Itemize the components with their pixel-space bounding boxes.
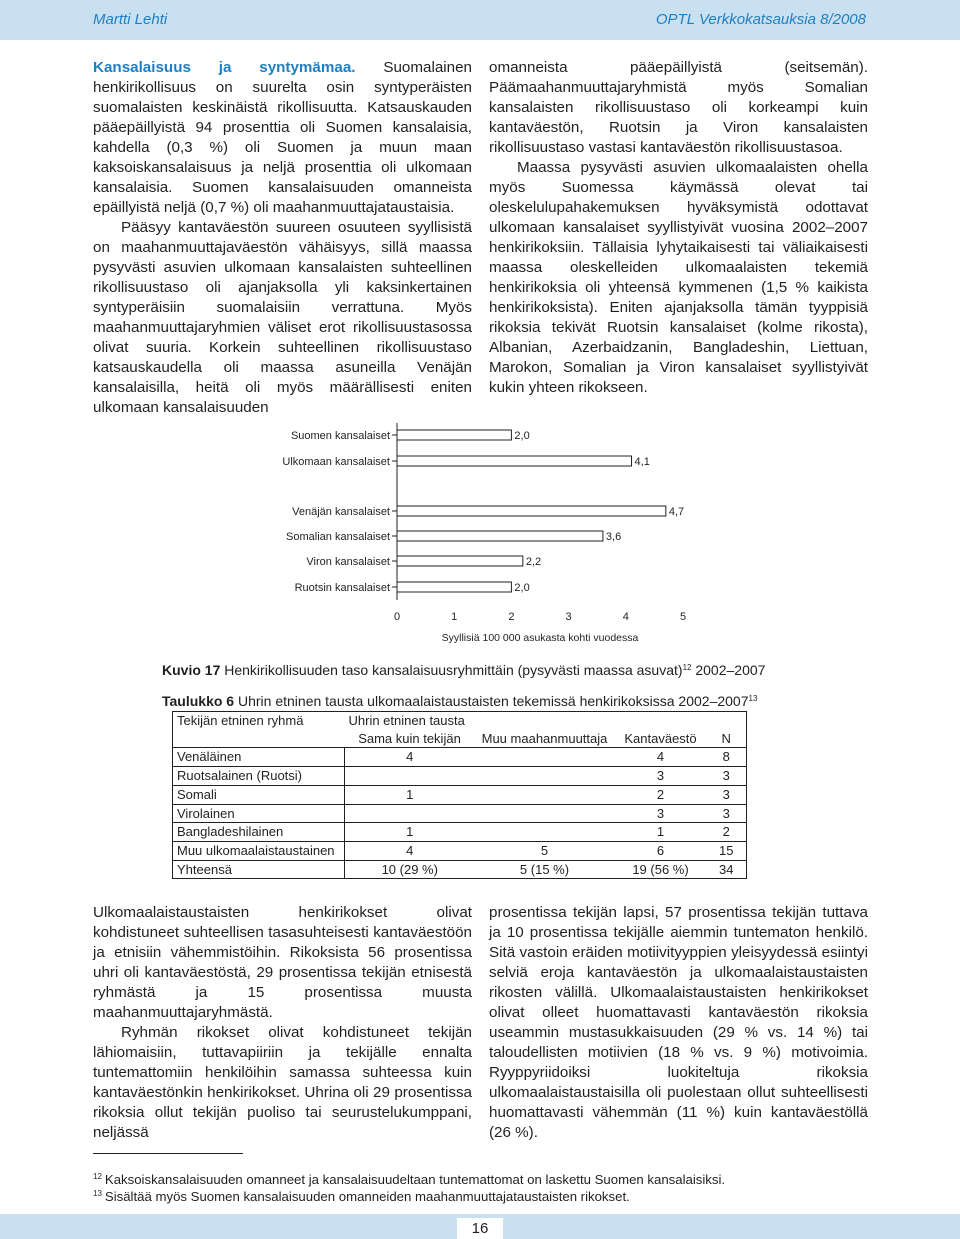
category-label: Venäjän kansalaiset [292, 506, 390, 518]
table-row [173, 804, 747, 823]
header-author: Martti Lehti [93, 11, 168, 28]
figure-caption-text: Henkirikollisuuden taso kansalaisuusryhmittäin (pysyvästi maassa asuvat) [224, 662, 683, 678]
paragraph [93, 58, 472, 218]
table-row-label: Muu ulkomaalaistaustainen [173, 841, 345, 860]
table-cell: 2 [707, 823, 747, 842]
category-label: Viron kansalaiset [306, 556, 390, 568]
body-column-right-top [489, 58, 868, 398]
bar [397, 506, 666, 516]
header-series: OPTL Verkkokatsauksia 8/2008 [655, 11, 866, 28]
category-label: Somalian kansalaiset [286, 531, 390, 543]
paragraph-text: Suomalainen henkirikollisuus on suurelta osin syntyperäisten suomalaisten keskinäistä rikollisuutta. Katsauskauden pääepäillyistä 94 prosenttia oli Suomen kansalaisia, kahdella (0,3 %) oli Suomen ja muun maan kaksoiskansalaisuus ja neljä prosenttia oli ulkomaan kansalaisia. Suomen kansalaisuuden omanneista epäillyistä neljä (0,7 %) oli maahanmuuttajataustaisia. [93, 59, 472, 216]
data-label: 4,7 [668, 506, 685, 518]
footnote [93, 1188, 630, 1205]
table-header-row [173, 730, 747, 748]
table-cell: 34 [707, 860, 747, 879]
table-cell [475, 823, 615, 842]
table-row-label: Yhteensä [173, 860, 345, 879]
data-label: 2,0 [514, 430, 530, 442]
table-cell: 8 [707, 748, 747, 767]
category-label: Suomen kansalaiset [290, 430, 390, 442]
paragraph: Ryhmän rikokset olivat kohdistuneet tekijän lähiomaisiin, tuttavapiiriin ja tekijälle ennalta tuntemattomiin henkilöihin samassa suhteessa kuin kantaväestönkin henkirikokset. Uhrina oli 29 prosentissa rikoksia ollut tekijän puoliso tai seurustelukumppani, neljässä [93, 1024, 472, 1141]
table-header-cell: Muu maahanmuuttaja [475, 730, 615, 748]
table-cell: 4 [615, 748, 707, 767]
table-cell: 3 [707, 804, 747, 823]
figure-caption-tail: 2002–2007 [691, 662, 766, 678]
table-row [173, 841, 747, 860]
table-total-row [173, 860, 747, 879]
table-cell: 4 [345, 841, 475, 860]
bar [397, 582, 511, 592]
table-header-cell [173, 730, 345, 748]
table-cell: 1 [345, 823, 475, 842]
table-row-label: Bangladeshilainen [173, 823, 345, 842]
table-header-row [173, 712, 747, 730]
table-cell: 5 [475, 841, 615, 860]
category-label: Ruotsin kansalaiset [294, 582, 390, 594]
table-cell: 5 (15 %) [475, 860, 615, 879]
table-cell: 10 (29 %) [345, 860, 475, 879]
footnote-text: Kaksoiskansalaisuuden omanneet ja kansalaisuudeltaan tuntemattomat on laskettu Suomen kansalaisiksi. [104, 1172, 726, 1187]
tick-label: 0 [393, 611, 401, 623]
table-cell [475, 785, 615, 804]
table-caption-text: Uhrin etninen tausta ulkomaalaistaustaisten tekemissä henkirikoksissa 2002–2007 [237, 693, 749, 709]
x-axis-label: Syyllisiä 100 000 asukasta kohti vuodessa [441, 632, 639, 644]
body-column-right-bottom [489, 903, 868, 1143]
table-cell: 15 [707, 841, 747, 860]
table-header-cell: Sama kuin tekijän [345, 730, 475, 748]
table-cell: 6 [615, 841, 707, 860]
crime-rate-bar-chart [0, 415, 960, 650]
figure-caption-label: Kuvio 17 [162, 662, 221, 678]
bar [397, 430, 511, 440]
body-column-left-bottom [93, 903, 472, 1143]
tick-label: 5 [679, 611, 687, 623]
footnote-number: 13 [93, 1189, 102, 1198]
table-cell: 19 (56 %) [615, 860, 707, 879]
footnote-ref: 12 [682, 663, 692, 672]
table-cell [345, 804, 475, 823]
table-cell: 3 [707, 785, 747, 804]
body-column-left-top [93, 58, 472, 418]
data-label: 3,6 [605, 531, 622, 543]
table-cell [475, 804, 615, 823]
footnote [93, 1171, 725, 1188]
paragraph: omanneista pääepäillyistä (seitsemän). Päämaahanmuuttajaryhmistä myös Somalian kansalaisten rikollisuustaso oli korkeampi kuin kantaväestön, Ruotsin ja Viron kansalaisten rikollisuustaso vastasi kantaväestön rikollisuustasoa. [489, 59, 868, 156]
running-header [0, 0, 960, 40]
paragraph: prosentissa tekijän lapsi, 57 prosentissa tekijän tuttava ja 10 prosentissa tekijälle aiemmin tuntematon henkilö. Sitä vastoin eräiden motiivityyppien yleisyydessä esiintyi selviä eroja kantaväestön ja ulkomaalaistaustaisten rikosten välillä. Ulkomaalaistaustaisten henkirikokset olivat olleet huomattavasti kantaväestön rikoksia useammin mustasukkaisuuden (29 % vs. 14 %) tai taloudellisten motiivien (18 % vs. 9 %) motivoimia. Ryyppyriidoiksi luokiteltuja rikoksia ulkomaalaistaustaisilla oli puolestaan ollut suhteellisesti huomattavasti vähemmän (11 %) kuin kantaväestöllä (26 %). [489, 904, 868, 1141]
data-label: 4,1 [634, 456, 650, 468]
footnote-ref: 13 [748, 694, 758, 703]
table-row [173, 767, 747, 786]
tick-label: 1 [451, 611, 458, 623]
data-label: 2,0 [514, 582, 530, 594]
table-header-cell: N [707, 730, 747, 748]
table-header-cell: Tekijän etninen ryhmä [173, 712, 345, 730]
tick-label: 4 [622, 611, 629, 623]
bar [397, 531, 603, 541]
table-cell [475, 767, 615, 786]
bar [397, 556, 523, 566]
table-row-label: Ruotsalainen (Ruotsi) [173, 767, 345, 786]
table-cell [345, 767, 475, 786]
table-cell: 3 [615, 767, 707, 786]
table-row [173, 748, 747, 767]
table-cell [475, 748, 615, 767]
data-label: 2,2 [525, 556, 542, 568]
footnote-text: Sisältää myös Suomen kansalaisuuden omanneiden maahanmuuttajataustaisten rikokset. [104, 1189, 630, 1204]
table-cell: 1 [345, 785, 475, 804]
table-cell: 3 [615, 804, 707, 823]
table-caption-label: Taulukko 6 [162, 693, 235, 709]
table-cell: 1 [615, 823, 707, 842]
paragraph: Pääsyy kantaväestön suureen osuuteen syyllisistä on maahanmuuttajaväestön vähäisyys, sillä maassa pysyvästi asuvien ulkomaan kansalaisten suhteellinen rikollisuustaso oli ajanjaksolla yli kaksinkertainen syntyperäisiin suomalaisiin verrattuna. Myös maahanmuuttajaryhmien väliset erot rikollisuustasossa olivat suuria. Korkein suhteellinen rikollisuustaso katsauskaudella oli maassa asuneilla Venäjän kansalaisilla, heitä oli myös määrällisesti eniten ulkomaan kansalaisuuden [93, 219, 472, 416]
table-caption [162, 692, 757, 710]
table-cell: 3 [707, 767, 747, 786]
figure-caption [162, 661, 765, 679]
tick-label: 3 [565, 611, 572, 623]
paragraph: Ulkomaalaistaustaisten henkirikokset olivat kohdistuneet suhteellisen tasasuhteisesti kantaväestöön ja etnisiin vähemmistöihin. Rikoksista 56 prosentissa uhri oli kantaväestöstä, 29 prosentissa tekijän etnisestä ryhmästä ja 15 prosentissa muusta maahanmuuttajaryhmästä. [93, 904, 472, 1021]
paragraph: Maassa pysyvästi asuvien ulkomaalaisten ohella myös Suomessa käymässä olevat tai oleskelulupahakemuksen hyväksymistä odottavat ulkomaan kansalaiset syyllistyivät vuosina 2002–2007 henkirikoksiin. Tällaisia lyhytaikaisesti tai väliaikaisesti maassa oleskelleiden ulkomaalaisten tekemiä henkirikoksia oli yhteensä kymmenen (1,5 % kaikista henkirikoksista). Eniten ajanjaksolla tämän tyyppisiä rikoksia tekivät Ruotsin kansalaiset (kolme rikosta), Albanian, Azerbaidzanin, Bangladeshin, Liettuan, Marokon, Somalian ja Viron kansalaiset syyllistyivät kukin yhteen rikokseen. [489, 159, 868, 396]
table-row-label: Somali [173, 785, 345, 804]
table-header-cell: Kantaväestö [615, 730, 707, 748]
category-label: Ulkomaan kansalaiset [282, 456, 390, 468]
page-number: 16 [457, 1218, 503, 1239]
section-lead: Kansalaisuus ja syntymämaa. [93, 59, 356, 76]
table-header-cell: Uhrin etninen tausta [345, 712, 747, 730]
table-row [173, 823, 747, 842]
tick-label: 2 [508, 611, 515, 623]
bar [397, 456, 632, 466]
victim-background-table [172, 711, 747, 879]
table-row-label: Virolainen [173, 804, 345, 823]
table-cell: 2 [615, 785, 707, 804]
footnote-number: 12 [93, 1172, 102, 1181]
footnote-rule [93, 1153, 243, 1154]
table-row-label: Venäläinen [173, 748, 345, 767]
table-cell: 4 [345, 748, 475, 767]
table-row [173, 785, 747, 804]
